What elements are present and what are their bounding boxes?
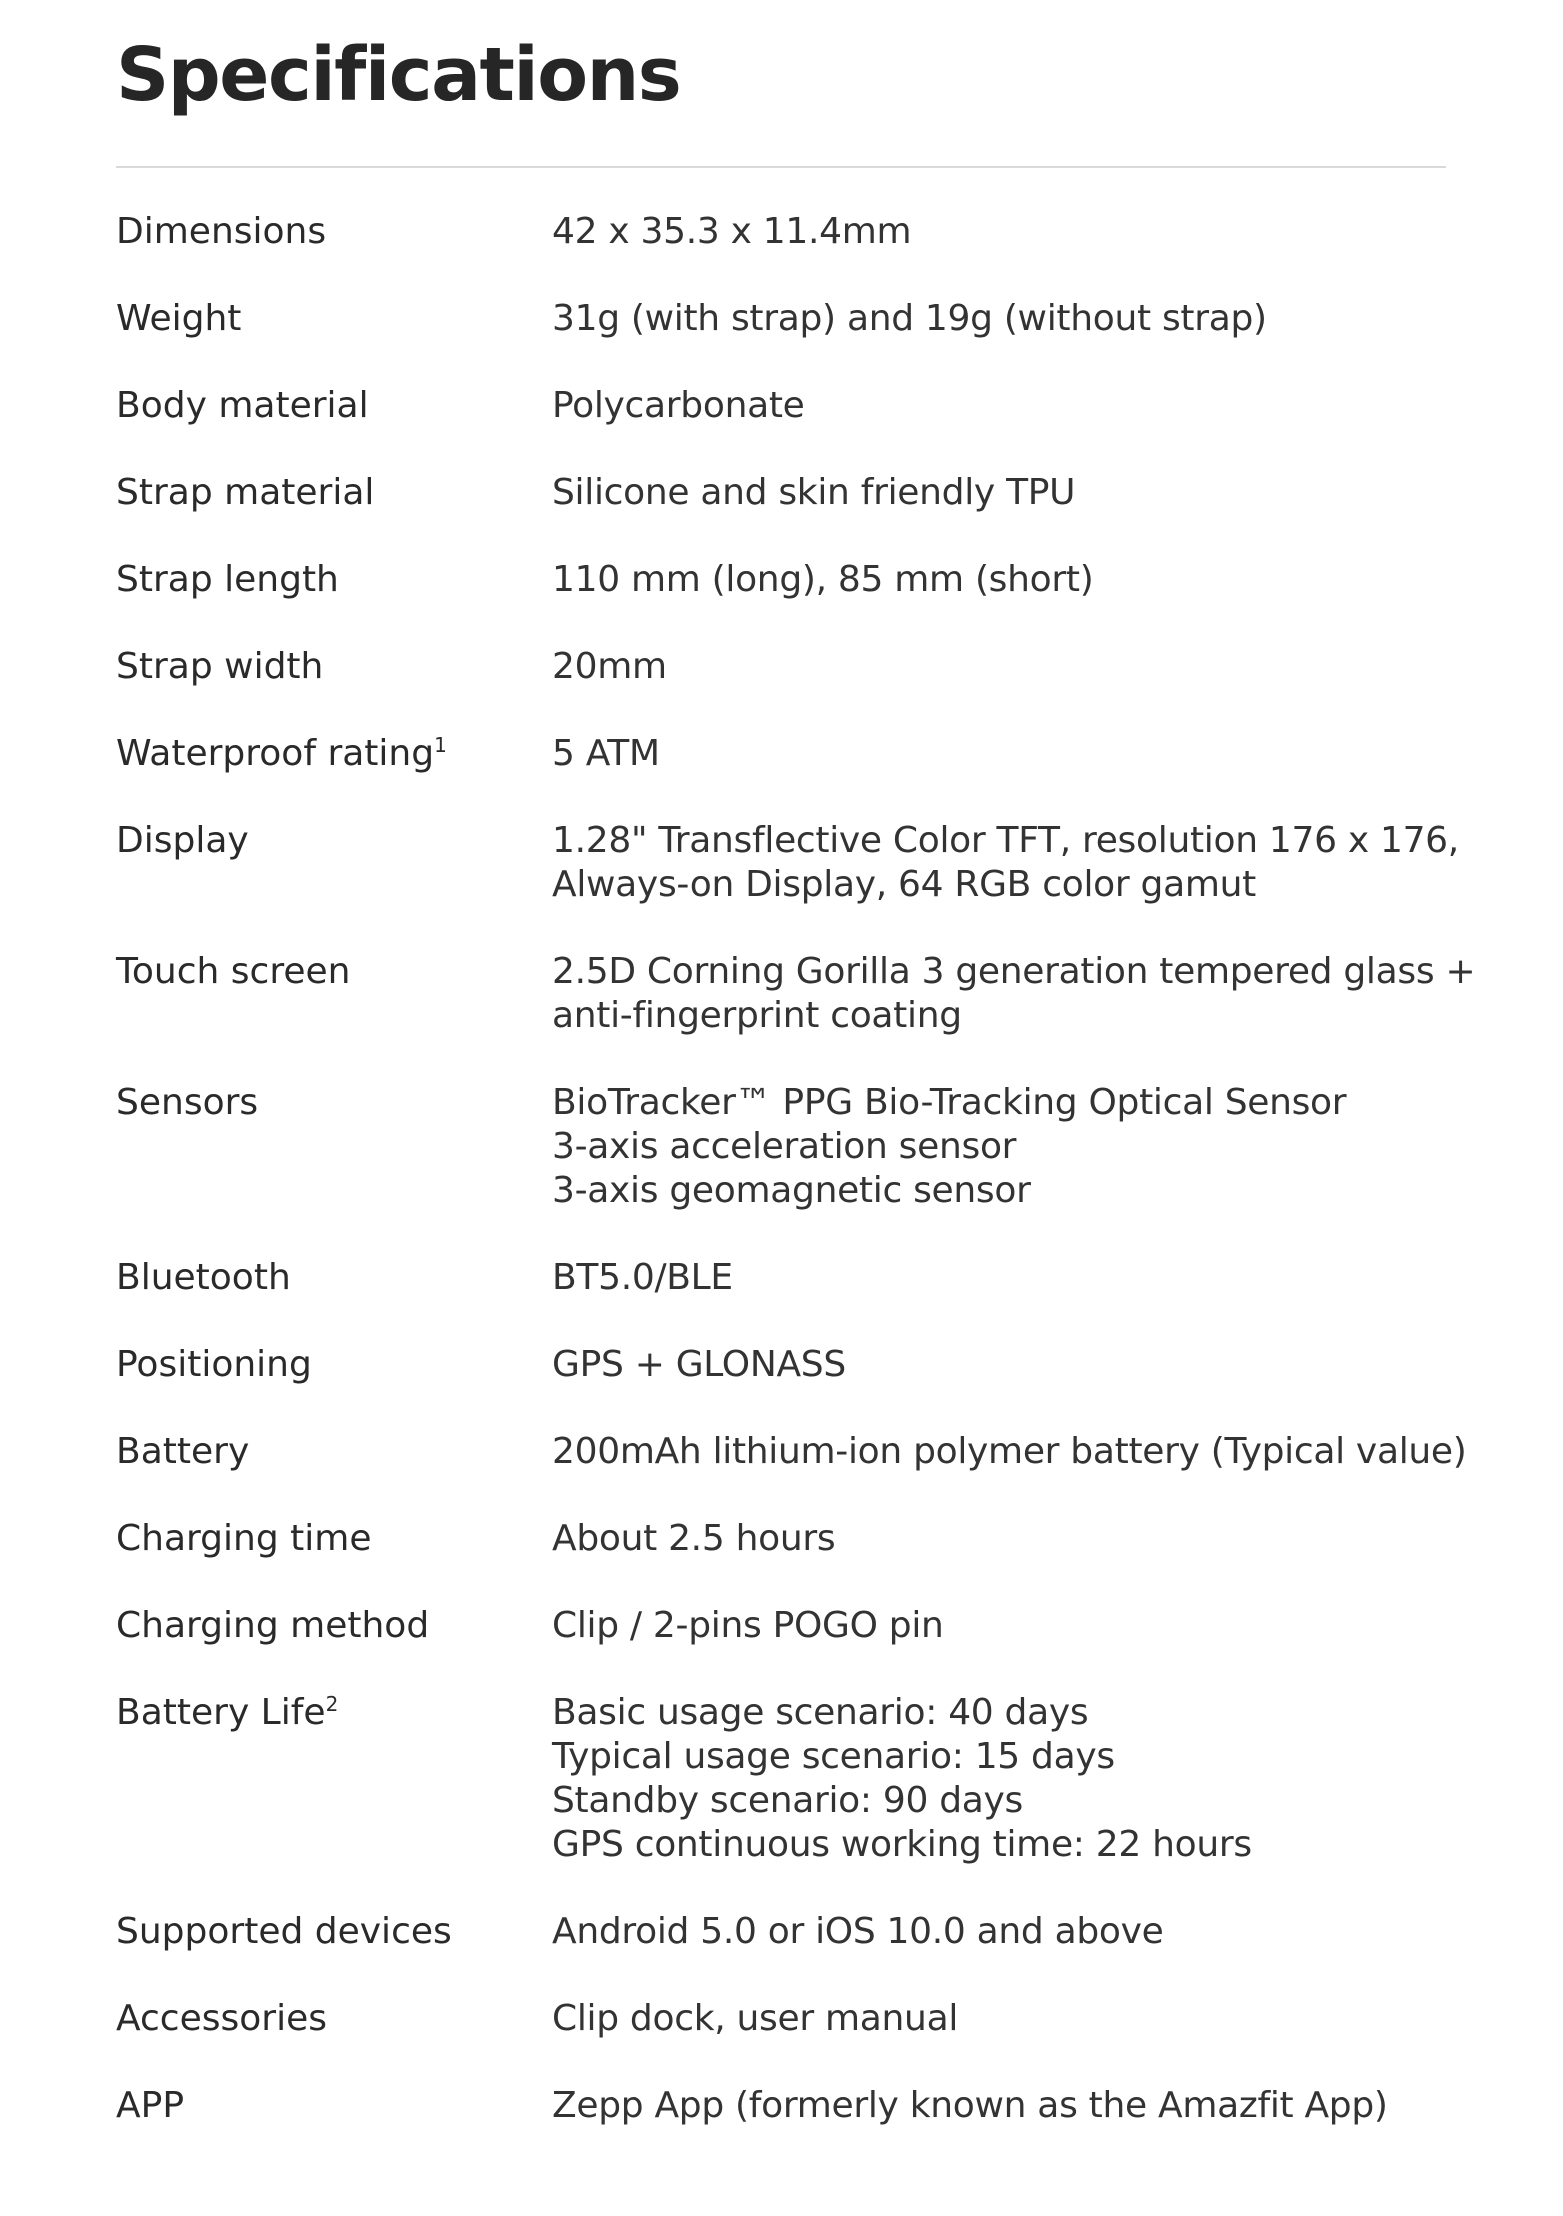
spec-row: [116, 1691, 1516, 1867]
spec-label-text: Waterproof rating: [116, 733, 435, 774]
spec-row: [116, 819, 1516, 907]
spec-label-text: Bluetooth: [116, 1257, 291, 1298]
title-divider: [116, 166, 1446, 168]
footnote-marker: 2: [325, 1692, 339, 1716]
spec-list: [116, 210, 1516, 2171]
spec-row: [116, 1081, 1516, 1213]
spec-row: [116, 732, 1516, 776]
spec-label: [116, 819, 552, 863]
spec-row: [116, 1997, 1516, 2041]
spec-value: GPS + GLONASS: [552, 1344, 846, 1385]
spec-label: [116, 297, 552, 341]
spec-row: [116, 1517, 1516, 1561]
spec-values: [552, 1691, 1516, 1867]
spec-values: [552, 1430, 1516, 1474]
spec-label-text: Strap width: [116, 646, 324, 687]
spec-value: Typical usage scenario: 15 days: [552, 1736, 1115, 1777]
spec-label: [116, 384, 552, 428]
spec-label-text: Touch screen: [116, 951, 351, 992]
spec-values: [552, 732, 1516, 776]
spec-values: [552, 1997, 1516, 2041]
spec-label-text: Weight: [116, 298, 242, 339]
spec-values: [552, 471, 1516, 515]
spec-row: [116, 471, 1516, 515]
spec-value: Basic usage scenario: 40 days: [552, 1692, 1089, 1733]
spec-value: About 2.5 hours: [552, 1518, 836, 1559]
spec-values: [552, 1081, 1516, 1213]
spec-value: 3-axis acceleration sensor: [552, 1126, 1017, 1167]
spec-value: 42 x 35.3 x 11.4mm: [552, 211, 912, 252]
spec-values: [552, 1256, 1516, 1300]
spec-row: [116, 1430, 1516, 1474]
spec-label: [116, 210, 552, 254]
spec-label: [116, 1910, 552, 1954]
spec-value: anti-fingerprint coating: [552, 995, 962, 1036]
spec-value: Polycarbonate: [552, 385, 805, 426]
spec-label-text: Charging method: [116, 1605, 430, 1646]
spec-value: Standby scenario: 90 days: [552, 1780, 1023, 1821]
spec-value: Always-on Display, 64 RGB color gamut: [552, 864, 1256, 905]
spec-label: [116, 471, 552, 515]
spec-value: Zepp App (formerly known as the Amazfit App): [552, 2085, 1388, 2126]
spec-value: BT5.0/BLE: [552, 1257, 733, 1298]
spec-row: [116, 1604, 1516, 1648]
spec-row: [116, 384, 1516, 428]
spec-values: [552, 819, 1516, 907]
spec-label: [116, 1081, 552, 1125]
spec-label-text: Dimensions: [116, 211, 327, 252]
spec-row: [116, 1343, 1516, 1387]
spec-values: [552, 210, 1516, 254]
spec-value: 2.5D Corning Gorilla 3 generation tempered glass +: [552, 951, 1476, 992]
spec-row: [116, 645, 1516, 689]
spec-label: [116, 1256, 552, 1300]
footnote-marker: 1: [434, 733, 447, 757]
spec-value: Clip dock, user manual: [552, 1998, 959, 2039]
spec-values: [552, 558, 1516, 602]
spec-label-text: Battery Life: [116, 1692, 326, 1733]
spec-value: 110 mm (long), 85 mm (short): [552, 559, 1094, 600]
spec-label-text: Accessories: [116, 1998, 327, 2039]
spec-value: 5 ATM: [552, 733, 660, 774]
spec-value: 200mAh lithium-ion polymer battery (Typical value): [552, 1431, 1467, 1472]
spec-label: [116, 2084, 552, 2128]
spec-values: [552, 1343, 1516, 1387]
spec-value: Silicone and skin friendly TPU: [552, 472, 1076, 513]
spec-label: [116, 1343, 552, 1387]
spec-label: [116, 1997, 552, 2041]
spec-label-text: Strap length: [116, 559, 339, 600]
spec-label-text: Battery: [116, 1431, 250, 1472]
spec-label: [116, 1517, 552, 1561]
spec-value: 3-axis geomagnetic sensor: [552, 1170, 1031, 1211]
spec-label-text: Supported devices: [116, 1911, 452, 1952]
spec-values: [552, 384, 1516, 428]
spec-values: [552, 297, 1516, 341]
page-title: Specifications: [116, 32, 681, 118]
spec-label-text: Display: [116, 820, 249, 861]
spec-label-text: APP: [116, 2085, 185, 2126]
spec-row: [116, 558, 1516, 602]
spec-row: [116, 2084, 1516, 2128]
spec-label: [116, 1691, 552, 1735]
spec-row: [116, 1256, 1516, 1300]
spec-value: GPS continuous working time: 22 hours: [552, 1824, 1252, 1865]
spec-values: [552, 950, 1516, 1038]
spec-row: [116, 950, 1516, 1038]
spec-label-text: Sensors: [116, 1082, 259, 1123]
spec-label: [116, 732, 552, 776]
spec-label: [116, 558, 552, 602]
spec-value: Android 5.0 or iOS 10.0 and above: [552, 1911, 1164, 1952]
spec-values: [552, 1910, 1516, 1954]
spec-label: [116, 645, 552, 689]
spec-label: [116, 1604, 552, 1648]
spec-label: [116, 1430, 552, 1474]
spec-value: Clip / 2-pins POGO pin: [552, 1605, 944, 1646]
spec-row: [116, 210, 1516, 254]
spec-row: [116, 297, 1516, 341]
spec-values: [552, 1517, 1516, 1561]
spec-value: 31g (with strap) and 19g (without strap): [552, 298, 1267, 339]
spec-label-text: Strap material: [116, 472, 375, 513]
spec-values: [552, 645, 1516, 689]
spec-values: [552, 1604, 1516, 1648]
spec-label-text: Body material: [116, 385, 369, 426]
spec-label-text: Positioning: [116, 1344, 312, 1385]
spec-label-text: Charging time: [116, 1518, 372, 1559]
spec-values: [552, 2084, 1516, 2128]
spec-row: [116, 1910, 1516, 1954]
spec-value: 1.28" Transflective Color TFT, resolution 176 x 176,: [552, 820, 1459, 861]
spec-value: 20mm: [552, 646, 667, 687]
spec-label: [116, 950, 552, 994]
spec-value: BioTracker™ PPG Bio-Tracking Optical Sensor: [552, 1082, 1347, 1123]
